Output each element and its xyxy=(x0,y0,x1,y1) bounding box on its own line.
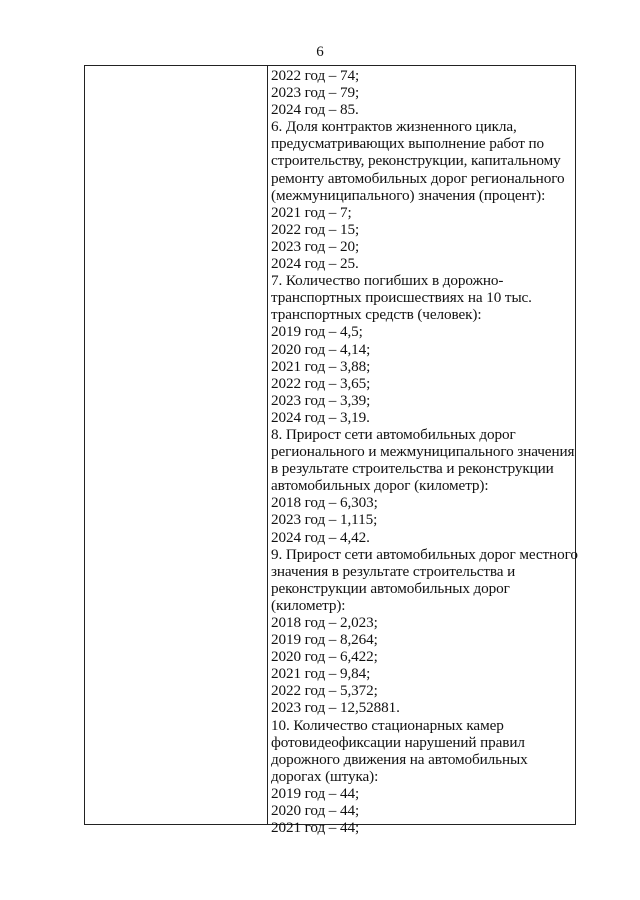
content-table xyxy=(84,65,578,837)
text-line: 2022 год – 15; xyxy=(271,220,360,238)
text-line: дорогах (штука): xyxy=(271,767,379,785)
text-line: предусматривающих выполнение работ по xyxy=(271,135,545,153)
text-line: ремонту автомобильных дорог регионального xyxy=(271,169,565,187)
text-line: 2023 год – 3,39; xyxy=(271,391,371,409)
text-line: регионального и межмуниципального значения xyxy=(271,443,575,461)
text-line: дорожного движения на автомобильных xyxy=(271,750,528,768)
text-line: 2023 год – 20; xyxy=(271,237,360,255)
text-line: 2019 год – 4,5; xyxy=(271,323,363,341)
text-line: автомобильных дорог (километр): xyxy=(271,477,489,495)
indicator-text xyxy=(271,67,578,836)
text-line: 2020 год – 6,422; xyxy=(271,648,378,666)
text-line: (километр): xyxy=(271,596,346,614)
table-right-column xyxy=(268,66,578,837)
text-line: 2021 год – 44; xyxy=(271,819,360,837)
text-line: 2024 год – 25. xyxy=(271,255,359,273)
text-line: 2024 год – 85. xyxy=(271,101,359,119)
text-line: 2023 год – 79; xyxy=(271,84,360,102)
text-line: значения в результате строительства и xyxy=(271,562,516,580)
text-line: строительству, реконструкции, капитальному xyxy=(271,152,561,170)
text-line: 2020 год – 44; xyxy=(271,802,360,820)
text-line: в результате строительства и реконструкции xyxy=(271,460,554,478)
text-line: 2024 год – 3,19. xyxy=(271,408,370,426)
text-line: 2024 год – 4,42. xyxy=(271,528,370,546)
text-line: 8. Прирост сети автомобильных дорог xyxy=(271,425,516,443)
text-line: 2020 год – 4,14; xyxy=(271,340,371,358)
text-line: 2019 год – 44; xyxy=(271,784,360,802)
text-line: 6. Доля контрактов жизненного цикла, xyxy=(271,118,517,136)
text-line: 2019 год – 8,264; xyxy=(271,631,378,649)
text-line: 2021 год – 3,88; xyxy=(271,357,371,375)
text-line: фотовидеофиксации нарушений правил xyxy=(271,733,525,751)
text-line: (межмуниципального) значения (процент): xyxy=(271,186,546,204)
text-line: 10. Количество стационарных камер xyxy=(271,716,504,734)
text-line: реконструкции автомобильных дорог xyxy=(271,579,510,597)
text-line: 2022 год – 5,372; xyxy=(271,682,378,700)
text-line: транспортных средств (человек): xyxy=(271,306,482,324)
text-line: 2018 год – 2,023; xyxy=(271,614,378,631)
text-line: 7. Количество погибших в дорожно- xyxy=(271,272,504,290)
text-line: 2022 год – 3,65; xyxy=(271,374,371,392)
text-line: 2023 год – 1,115; xyxy=(271,511,378,529)
text-line: 2023 год – 12,52881. xyxy=(271,699,400,717)
table-left-column xyxy=(85,66,268,824)
text-line: 2018 год – 6,303; xyxy=(271,494,378,512)
text-line: транспортных происшествиях на 10 тыс. xyxy=(271,289,532,307)
text-line: 2021 год – 9,84; xyxy=(271,665,371,683)
text-line: 2022 год – 74; xyxy=(271,67,360,84)
page-number: 6 xyxy=(316,44,324,60)
text-line: 2021 год – 7; xyxy=(271,203,352,221)
text-line: 9. Прирост сети автомобильных дорог местного xyxy=(271,545,578,563)
